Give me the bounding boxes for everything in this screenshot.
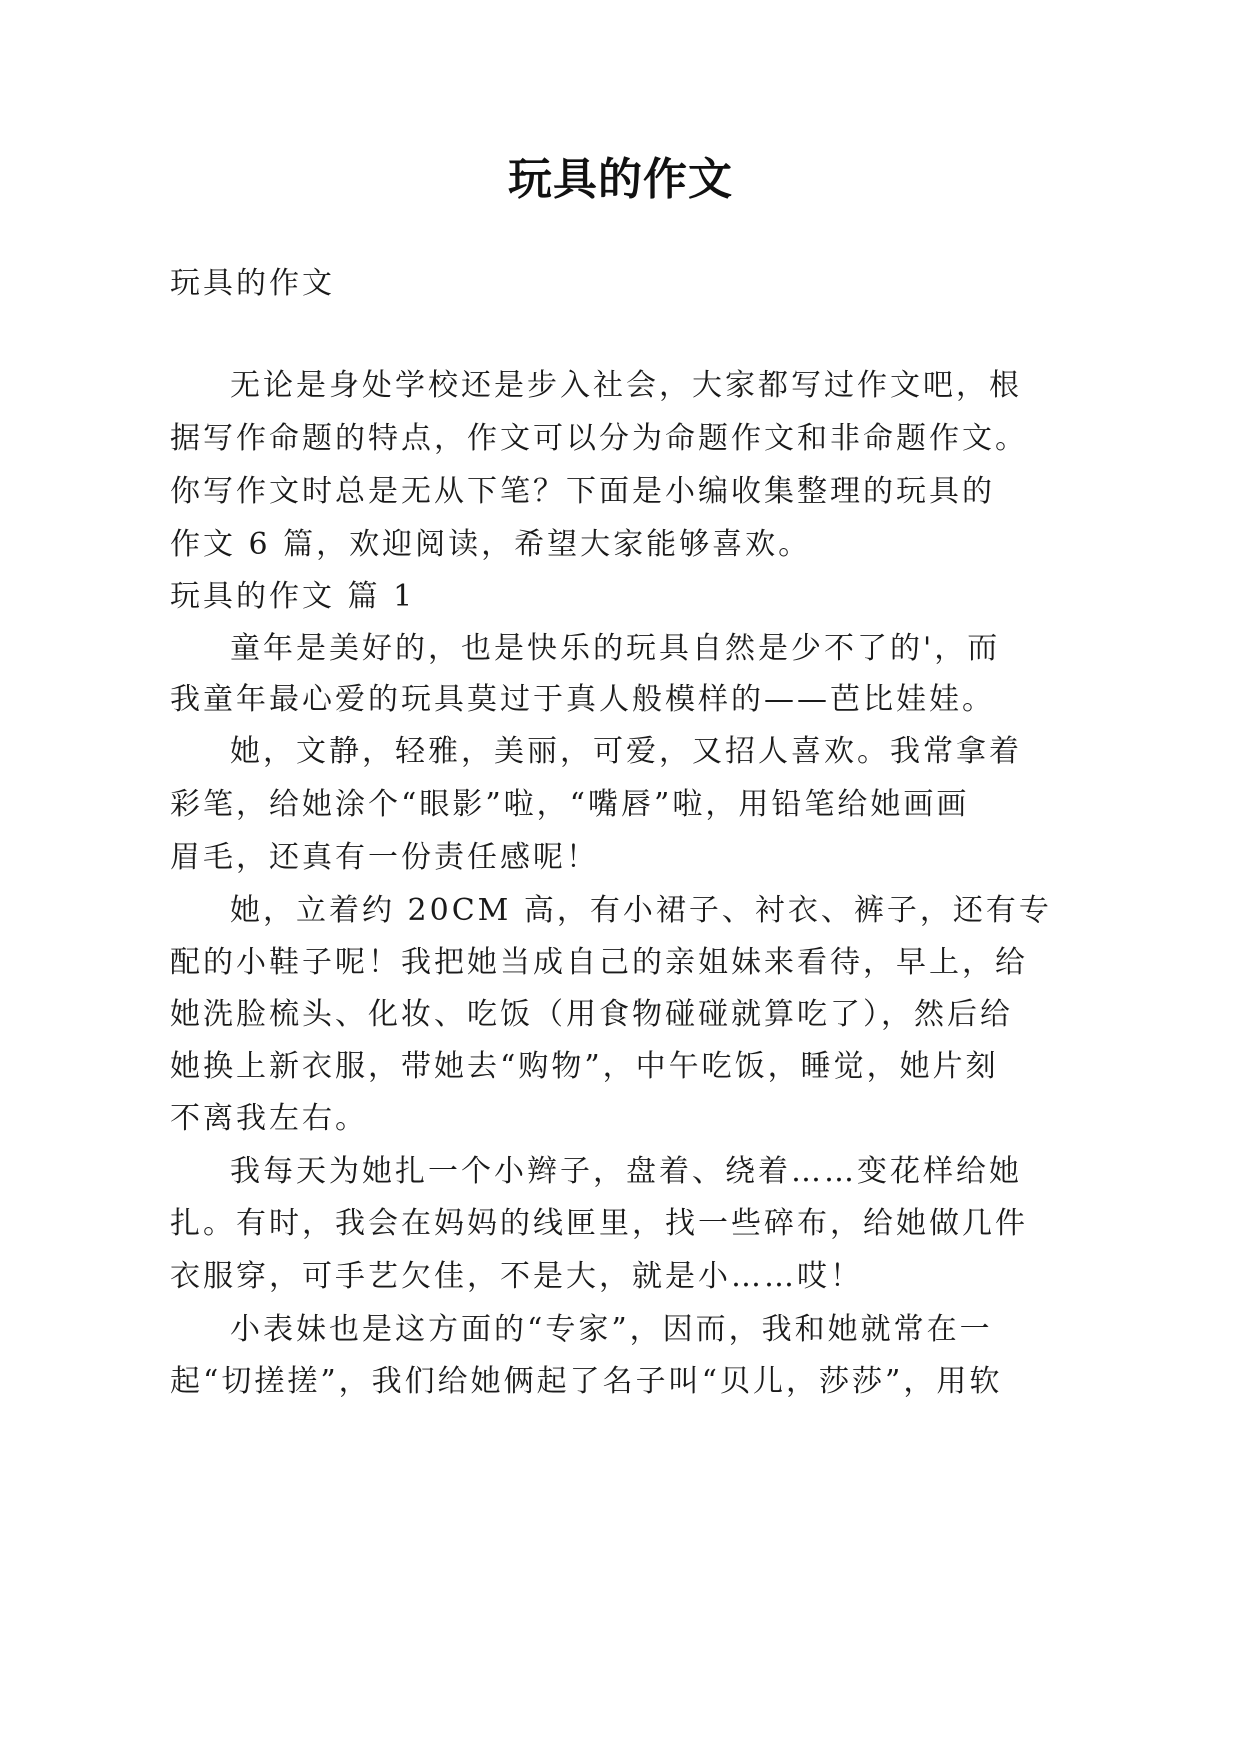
text-line: 她，立着约 20CM 高，有小裙子、衬衣、裤子，还有专 [230, 893, 1052, 928]
text-line: 她，文静，轻雅，美丽，可爱，又招人喜欢。我常拿着 [230, 734, 1022, 769]
text-line: 小表妹也是这方面的“专家”，因而，我和她就常在一 [230, 1312, 993, 1347]
section-heading: 玩具的作文 篇 1 [170, 579, 416, 614]
text-line: 据写作命题的特点，作文可以分为命题作文和非命题作文。 [170, 421, 1028, 456]
text-line: 彩笔，给她涂个“眼影”啦，“嘴唇”啦，用铅笔给她画画 [170, 787, 970, 822]
subtitle: 玩具的作文 [170, 266, 335, 301]
text-line: 无论是身处学校还是步入社会，大家都写过作文吧，根 [230, 368, 1022, 403]
text-line: 童年是美好的，也是快乐的玩具自然是少不了的'，而 [230, 631, 1001, 666]
text-line: 衣服穿，可手艺欠佳，不是大，就是小……哎！ [170, 1259, 863, 1294]
text-line: 眉毛，还真有一份责任感呢！ [170, 840, 599, 875]
text-line: 我每天为她扎一个小辫子，盘着、绕着……变花样给她 [230, 1154, 1022, 1189]
text-line: 起“切搓搓”，我们给她俩起了名子叫“贝儿，莎莎”，用软 [170, 1364, 1003, 1399]
text-line: 我童年最心爱的玩具莫过于真人般模样的——芭比娃娃。 [170, 682, 995, 717]
text-line: 她洗脸梳头、化妆、吃饭（用食物碰碰就算吃了），然后给 [170, 997, 1013, 1032]
text-line: 她换上新衣服，带她去“购物”，中午吃饭，睡觉，她片刻 [170, 1049, 999, 1084]
document-title: 玩具的作文 [508, 154, 733, 205]
text-line: 不离我左右。 [170, 1101, 368, 1136]
text-line: 扎。有时，我会在妈妈的线匣里，找一些碎布，给她做几件 [170, 1206, 1028, 1241]
text-line: 你写作文时总是无从下笔？下面是小编收集整理的玩具的 [170, 474, 995, 509]
text-line: 作文 6 篇，欢迎阅读，希望大家能够喜欢。 [170, 527, 812, 562]
text-line: 配的小鞋子呢！我把她当成自己的亲姐妹来看待，早上，给 [170, 945, 1028, 980]
